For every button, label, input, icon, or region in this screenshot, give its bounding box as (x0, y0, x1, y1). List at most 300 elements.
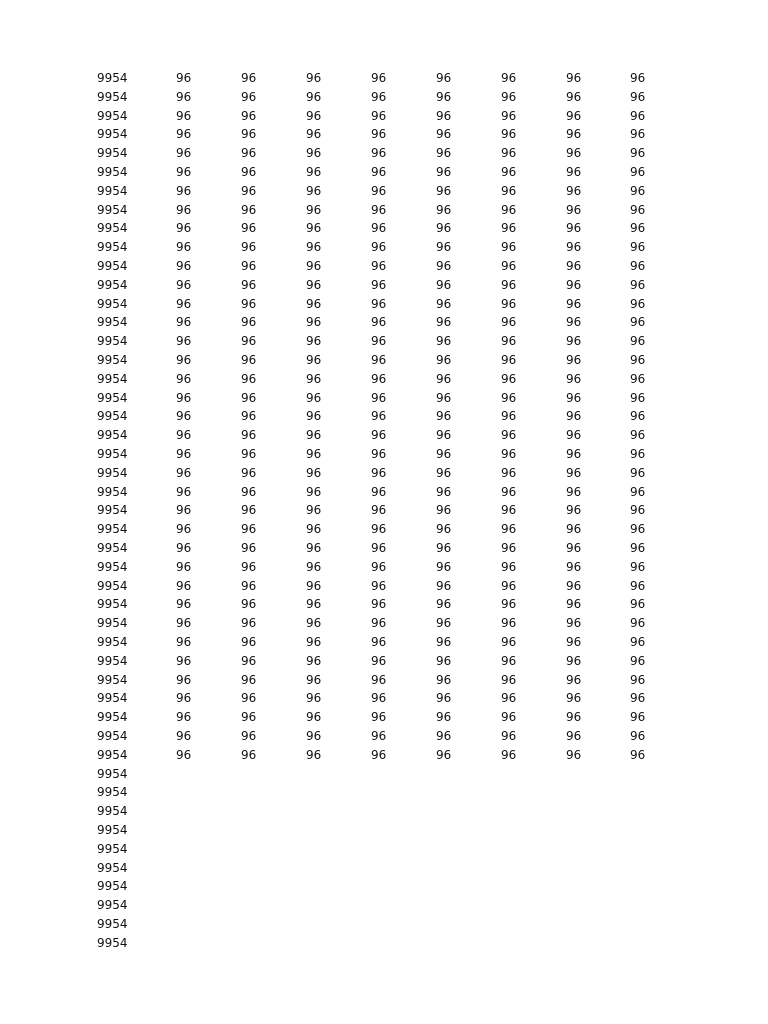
first-column-cell: 9954 (97, 616, 128, 631)
value-cell: 96 (371, 484, 387, 499)
value-cell: 96 (501, 221, 517, 236)
value-cell: 96 (566, 447, 582, 461)
value-cell: 96 (306, 428, 322, 443)
value-cell: 96 (176, 221, 192, 236)
first-column-cell: 9954 (97, 653, 128, 668)
first-column-cell: 9954 (97, 503, 128, 518)
value-cell: 96 (241, 484, 257, 499)
value-cell: 96 (306, 108, 322, 123)
value-cell: 96 (501, 353, 517, 367)
value-cell: 96 (241, 729, 257, 743)
first-column-cell: 9954 (97, 240, 128, 255)
value-cell: 96 (241, 334, 257, 349)
value-cell: 96 (241, 616, 257, 631)
value-cell: 96 (436, 259, 452, 273)
value-cell: 96 (241, 710, 257, 725)
value-cell: 96 (306, 183, 322, 198)
value-cell: 96 (501, 672, 517, 687)
value-cell: 96 (436, 202, 452, 217)
value-cell: 96 (241, 597, 257, 612)
value-cell: 96 (241, 522, 257, 537)
value-cell: 96 (566, 390, 582, 405)
value-cell: 96 (371, 447, 387, 461)
value-cell: 96 (501, 428, 517, 443)
value-cell: 96 (501, 296, 517, 311)
first-column-cell: 9954 (97, 334, 128, 349)
value-cell: 96 (176, 710, 192, 725)
value-cell: 96 (241, 559, 257, 574)
value-cell: 96 (176, 146, 192, 161)
value-cell: 96 (371, 503, 387, 518)
value-cell: 96 (176, 334, 192, 349)
value-cell: 96 (501, 240, 517, 255)
value-cell: 96 (566, 296, 582, 311)
value-cell: 96 (436, 484, 452, 499)
value-cell: 96 (501, 447, 517, 461)
value-cell: 96 (371, 296, 387, 311)
first-column-cell: 9954 (97, 409, 128, 424)
value-cell: 96 (501, 146, 517, 161)
value-cell: 96 (566, 71, 582, 85)
value-cell: 96 (371, 371, 387, 386)
value-cell: 96 (630, 447, 646, 461)
value-cell: 96 (176, 541, 192, 555)
value-cell: 96 (241, 277, 257, 292)
first-column-cell: 9954 (97, 578, 128, 593)
value-cell: 96 (176, 259, 192, 273)
value-cell: 96 (501, 183, 517, 198)
value-cell: 96 (306, 747, 322, 762)
value-cell: 96 (566, 108, 582, 123)
value-cell: 96 (371, 597, 387, 612)
value-cell: 96 (306, 578, 322, 593)
value-cell: 96 (176, 578, 192, 593)
first-column-cell: 9954 (97, 691, 128, 706)
value-cell: 96 (566, 183, 582, 198)
first-column-cell: 9954 (97, 127, 128, 142)
value-cell: 96 (501, 597, 517, 612)
value-cell: 96 (241, 71, 257, 85)
value-cell: 96 (566, 315, 582, 330)
value-cell: 96 (306, 353, 322, 367)
value-cell: 96 (241, 108, 257, 123)
value-cell: 96 (566, 353, 582, 367)
first-column-cell: 9954 (97, 823, 128, 837)
value-cell: 96 (176, 240, 192, 255)
value-cell: 96 (501, 390, 517, 405)
value-cell: 96 (501, 315, 517, 330)
value-cell: 96 (630, 616, 646, 631)
value-cell: 96 (630, 653, 646, 668)
value-cell: 96 (306, 334, 322, 349)
value-cell: 96 (630, 71, 646, 85)
value-cell: 96 (566, 522, 582, 537)
first-column-cell: 9954 (97, 672, 128, 687)
value-cell: 96 (306, 202, 322, 217)
first-column-cell: 9954 (97, 428, 128, 443)
value-cell: 96 (241, 202, 257, 217)
value-cell: 96 (630, 465, 646, 480)
value-cell: 96 (566, 202, 582, 217)
first-column-cell: 9954 (97, 484, 128, 499)
value-cell: 96 (436, 296, 452, 311)
value-cell: 96 (241, 541, 257, 555)
value-cell: 96 (630, 541, 646, 555)
value-cell: 96 (306, 71, 322, 85)
value-cell: 96 (566, 371, 582, 386)
value-cell: 96 (371, 635, 387, 649)
value-cell: 96 (371, 465, 387, 480)
first-column-cell: 9954 (97, 729, 128, 743)
value-cell: 96 (501, 89, 517, 104)
value-cell: 96 (176, 353, 192, 367)
value-cell: 96 (436, 578, 452, 593)
value-cell: 96 (371, 165, 387, 179)
value-cell: 96 (630, 202, 646, 217)
value-cell: 96 (630, 710, 646, 725)
value-cell: 96 (306, 221, 322, 236)
value-cell: 96 (371, 183, 387, 198)
value-cell: 96 (501, 747, 517, 762)
value-cell: 96 (630, 691, 646, 706)
value-cell: 96 (176, 409, 192, 424)
value-cell: 96 (436, 277, 452, 292)
value-cell: 96 (241, 635, 257, 649)
value-cell: 96 (566, 277, 582, 292)
value-cell: 96 (501, 71, 517, 85)
value-cell: 96 (306, 277, 322, 292)
value-cell: 96 (306, 259, 322, 273)
value-cell: 96 (566, 747, 582, 762)
value-cell: 96 (436, 127, 452, 142)
value-cell: 96 (436, 353, 452, 367)
value-cell: 96 (566, 221, 582, 236)
first-column-cell: 9954 (97, 898, 128, 913)
value-cell: 96 (371, 334, 387, 349)
value-cell: 96 (306, 465, 322, 480)
value-cell: 96 (371, 578, 387, 593)
value-cell: 96 (630, 221, 646, 236)
value-cell: 96 (176, 522, 192, 537)
value-cell: 96 (176, 747, 192, 762)
value-cell: 96 (630, 127, 646, 142)
value-cell: 96 (501, 653, 517, 668)
value-cell: 96 (241, 165, 257, 179)
value-cell: 96 (241, 259, 257, 273)
first-column-cell: 9954 (97, 879, 128, 894)
value-cell: 96 (630, 635, 646, 649)
first-column-cell: 9954 (97, 202, 128, 217)
value-cell: 96 (176, 277, 192, 292)
value-cell: 96 (566, 578, 582, 593)
value-cell: 96 (501, 578, 517, 593)
value-cell: 96 (176, 183, 192, 198)
value-cell: 96 (501, 522, 517, 537)
first-column-cell: 9954 (97, 559, 128, 574)
value-cell: 96 (501, 127, 517, 142)
value-cell: 96 (176, 653, 192, 668)
value-cell: 96 (176, 597, 192, 612)
first-column-cell: 9954 (97, 108, 128, 123)
value-cell: 96 (630, 334, 646, 349)
value-cell: 96 (371, 146, 387, 161)
value-cell: 96 (306, 559, 322, 574)
value-cell: 96 (436, 146, 452, 161)
first-column-cell: 9954 (97, 747, 128, 762)
value-cell: 96 (630, 578, 646, 593)
first-column-cell: 9954 (97, 165, 128, 179)
value-cell: 96 (176, 503, 192, 518)
value-cell: 96 (176, 390, 192, 405)
value-cell: 96 (306, 165, 322, 179)
value-cell: 96 (241, 221, 257, 236)
value-cell: 96 (566, 465, 582, 480)
value-cell: 96 (501, 165, 517, 179)
value-cell: 96 (306, 597, 322, 612)
value-cell: 96 (501, 108, 517, 123)
first-column-cell: 9954 (97, 315, 128, 330)
value-cell: 96 (306, 146, 322, 161)
value-cell: 96 (371, 240, 387, 255)
value-cell: 96 (436, 747, 452, 762)
value-cell: 96 (436, 559, 452, 574)
value-cell: 96 (176, 108, 192, 123)
value-cell: 96 (371, 616, 387, 631)
first-column-cell: 9954 (97, 296, 128, 311)
value-cell: 96 (436, 240, 452, 255)
value-cell: 96 (630, 371, 646, 386)
value-cell: 96 (371, 71, 387, 85)
value-cell: 96 (566, 165, 582, 179)
value-cell: 96 (241, 146, 257, 161)
value-cell: 96 (630, 597, 646, 612)
value-cell: 96 (630, 484, 646, 499)
value-cell: 96 (630, 409, 646, 424)
value-cell: 96 (241, 89, 257, 104)
first-column-cell: 9954 (97, 146, 128, 161)
value-cell: 96 (306, 729, 322, 743)
first-column-cell: 9954 (97, 635, 128, 649)
first-column-cell: 9954 (97, 277, 128, 292)
first-column-cell: 9954 (97, 710, 128, 725)
value-cell: 96 (566, 616, 582, 631)
value-cell: 96 (371, 747, 387, 762)
value-cell: 96 (371, 672, 387, 687)
value-cell: 96 (371, 653, 387, 668)
value-cell: 96 (176, 559, 192, 574)
value-cell: 96 (630, 503, 646, 518)
value-cell: 96 (176, 202, 192, 217)
value-cell: 96 (371, 277, 387, 292)
value-cell: 96 (306, 240, 322, 255)
value-cell: 96 (241, 447, 257, 461)
value-cell: 96 (436, 653, 452, 668)
value-cell: 96 (436, 428, 452, 443)
value-cell: 96 (371, 559, 387, 574)
value-cell: 96 (371, 522, 387, 537)
value-cell: 96 (566, 710, 582, 725)
value-cell: 96 (566, 559, 582, 574)
value-cell: 96 (371, 541, 387, 555)
value-cell: 96 (501, 202, 517, 217)
value-cell: 96 (241, 390, 257, 405)
value-cell: 96 (306, 484, 322, 499)
value-cell: 96 (630, 390, 646, 405)
first-column-cell: 9954 (97, 183, 128, 198)
value-cell: 96 (176, 71, 192, 85)
value-cell: 96 (436, 390, 452, 405)
first-column-cell: 9954 (97, 221, 128, 236)
value-cell: 96 (436, 503, 452, 518)
value-cell: 96 (630, 108, 646, 123)
value-cell: 96 (501, 691, 517, 706)
value-cell: 96 (436, 635, 452, 649)
first-column-cell: 9954 (97, 259, 128, 273)
first-column-cell: 9954 (97, 522, 128, 537)
value-cell: 96 (371, 127, 387, 142)
value-cell: 96 (630, 315, 646, 330)
first-column-cell: 9954 (97, 935, 128, 950)
value-cell: 96 (501, 559, 517, 574)
value-cell: 96 (306, 390, 322, 405)
value-cell: 96 (176, 635, 192, 649)
value-cell: 96 (436, 522, 452, 537)
value-cell: 96 (436, 447, 452, 461)
value-cell: 96 (436, 334, 452, 349)
value-cell: 96 (501, 409, 517, 424)
value-cell: 96 (306, 315, 322, 330)
value-cell: 96 (630, 747, 646, 762)
value-cell: 96 (566, 409, 582, 424)
value-cell: 96 (176, 89, 192, 104)
value-cell: 96 (566, 484, 582, 499)
value-cell: 96 (630, 672, 646, 687)
value-cell: 96 (501, 334, 517, 349)
value-cell: 96 (501, 729, 517, 743)
value-cell: 96 (241, 653, 257, 668)
value-cell: 96 (371, 89, 387, 104)
value-cell: 96 (176, 484, 192, 499)
value-cell: 96 (241, 127, 257, 142)
value-cell: 96 (501, 541, 517, 555)
value-cell: 96 (176, 616, 192, 631)
value-cell: 96 (436, 315, 452, 330)
value-cell: 96 (436, 672, 452, 687)
value-cell: 96 (371, 315, 387, 330)
value-cell: 96 (241, 315, 257, 330)
value-cell: 96 (241, 183, 257, 198)
value-cell: 96 (176, 672, 192, 687)
value-cell: 96 (436, 597, 452, 612)
value-cell: 96 (501, 371, 517, 386)
value-cell: 96 (566, 89, 582, 104)
first-column-cell: 9954 (97, 804, 128, 819)
value-cell: 96 (241, 465, 257, 480)
value-cell: 96 (306, 89, 322, 104)
value-cell: 96 (566, 334, 582, 349)
value-cell: 96 (241, 503, 257, 518)
value-cell: 96 (566, 729, 582, 743)
value-cell: 96 (306, 296, 322, 311)
value-cell: 96 (306, 691, 322, 706)
value-cell: 96 (306, 409, 322, 424)
value-cell: 96 (436, 691, 452, 706)
value-cell: 96 (241, 409, 257, 424)
value-cell: 96 (306, 447, 322, 461)
value-cell: 96 (566, 597, 582, 612)
value-cell: 96 (371, 353, 387, 367)
first-column-cell: 9954 (97, 353, 128, 367)
value-cell: 96 (630, 428, 646, 443)
value-cell: 96 (176, 296, 192, 311)
value-cell: 96 (436, 89, 452, 104)
value-cell: 96 (436, 616, 452, 631)
value-cell: 96 (371, 390, 387, 405)
value-cell: 96 (566, 653, 582, 668)
value-cell: 96 (630, 183, 646, 198)
value-cell: 96 (176, 315, 192, 330)
value-cell: 96 (306, 672, 322, 687)
value-cell: 96 (371, 409, 387, 424)
value-cell: 96 (306, 541, 322, 555)
value-cell: 96 (501, 710, 517, 725)
value-cell: 96 (371, 710, 387, 725)
first-column-cell: 9954 (97, 766, 128, 781)
first-column-cell: 9954 (97, 917, 128, 931)
value-cell: 96 (436, 541, 452, 555)
value-cell: 96 (501, 616, 517, 631)
value-cell: 96 (630, 259, 646, 273)
value-cell: 96 (436, 71, 452, 85)
value-cell: 96 (371, 691, 387, 706)
value-cell: 96 (566, 672, 582, 687)
value-cell: 96 (241, 296, 257, 311)
value-cell: 96 (241, 428, 257, 443)
value-cell: 96 (371, 259, 387, 273)
value-cell: 96 (176, 691, 192, 706)
value-cell: 96 (566, 541, 582, 555)
value-cell: 96 (566, 127, 582, 142)
value-cell: 96 (630, 240, 646, 255)
value-cell: 96 (306, 635, 322, 649)
value-cell: 96 (501, 635, 517, 649)
first-column-cell: 9954 (97, 71, 128, 85)
value-cell: 96 (241, 353, 257, 367)
value-cell: 96 (630, 522, 646, 537)
value-cell: 96 (371, 729, 387, 743)
value-cell: 96 (630, 729, 646, 743)
first-column-cell: 9954 (97, 860, 128, 875)
value-cell: 96 (436, 221, 452, 236)
value-cell: 96 (566, 635, 582, 649)
value-cell: 96 (306, 371, 322, 386)
first-column-cell: 9954 (97, 541, 128, 555)
value-cell: 96 (630, 296, 646, 311)
value-cell: 96 (566, 691, 582, 706)
value-cell: 96 (241, 672, 257, 687)
value-cell: 96 (501, 503, 517, 518)
value-cell: 96 (306, 710, 322, 725)
value-cell: 96 (176, 465, 192, 480)
value-cell: 96 (436, 710, 452, 725)
value-cell: 96 (371, 428, 387, 443)
value-cell: 96 (566, 240, 582, 255)
value-cell: 96 (501, 259, 517, 273)
value-cell: 96 (630, 89, 646, 104)
value-cell: 96 (436, 108, 452, 123)
value-cell: 96 (241, 371, 257, 386)
value-cell: 96 (306, 503, 322, 518)
